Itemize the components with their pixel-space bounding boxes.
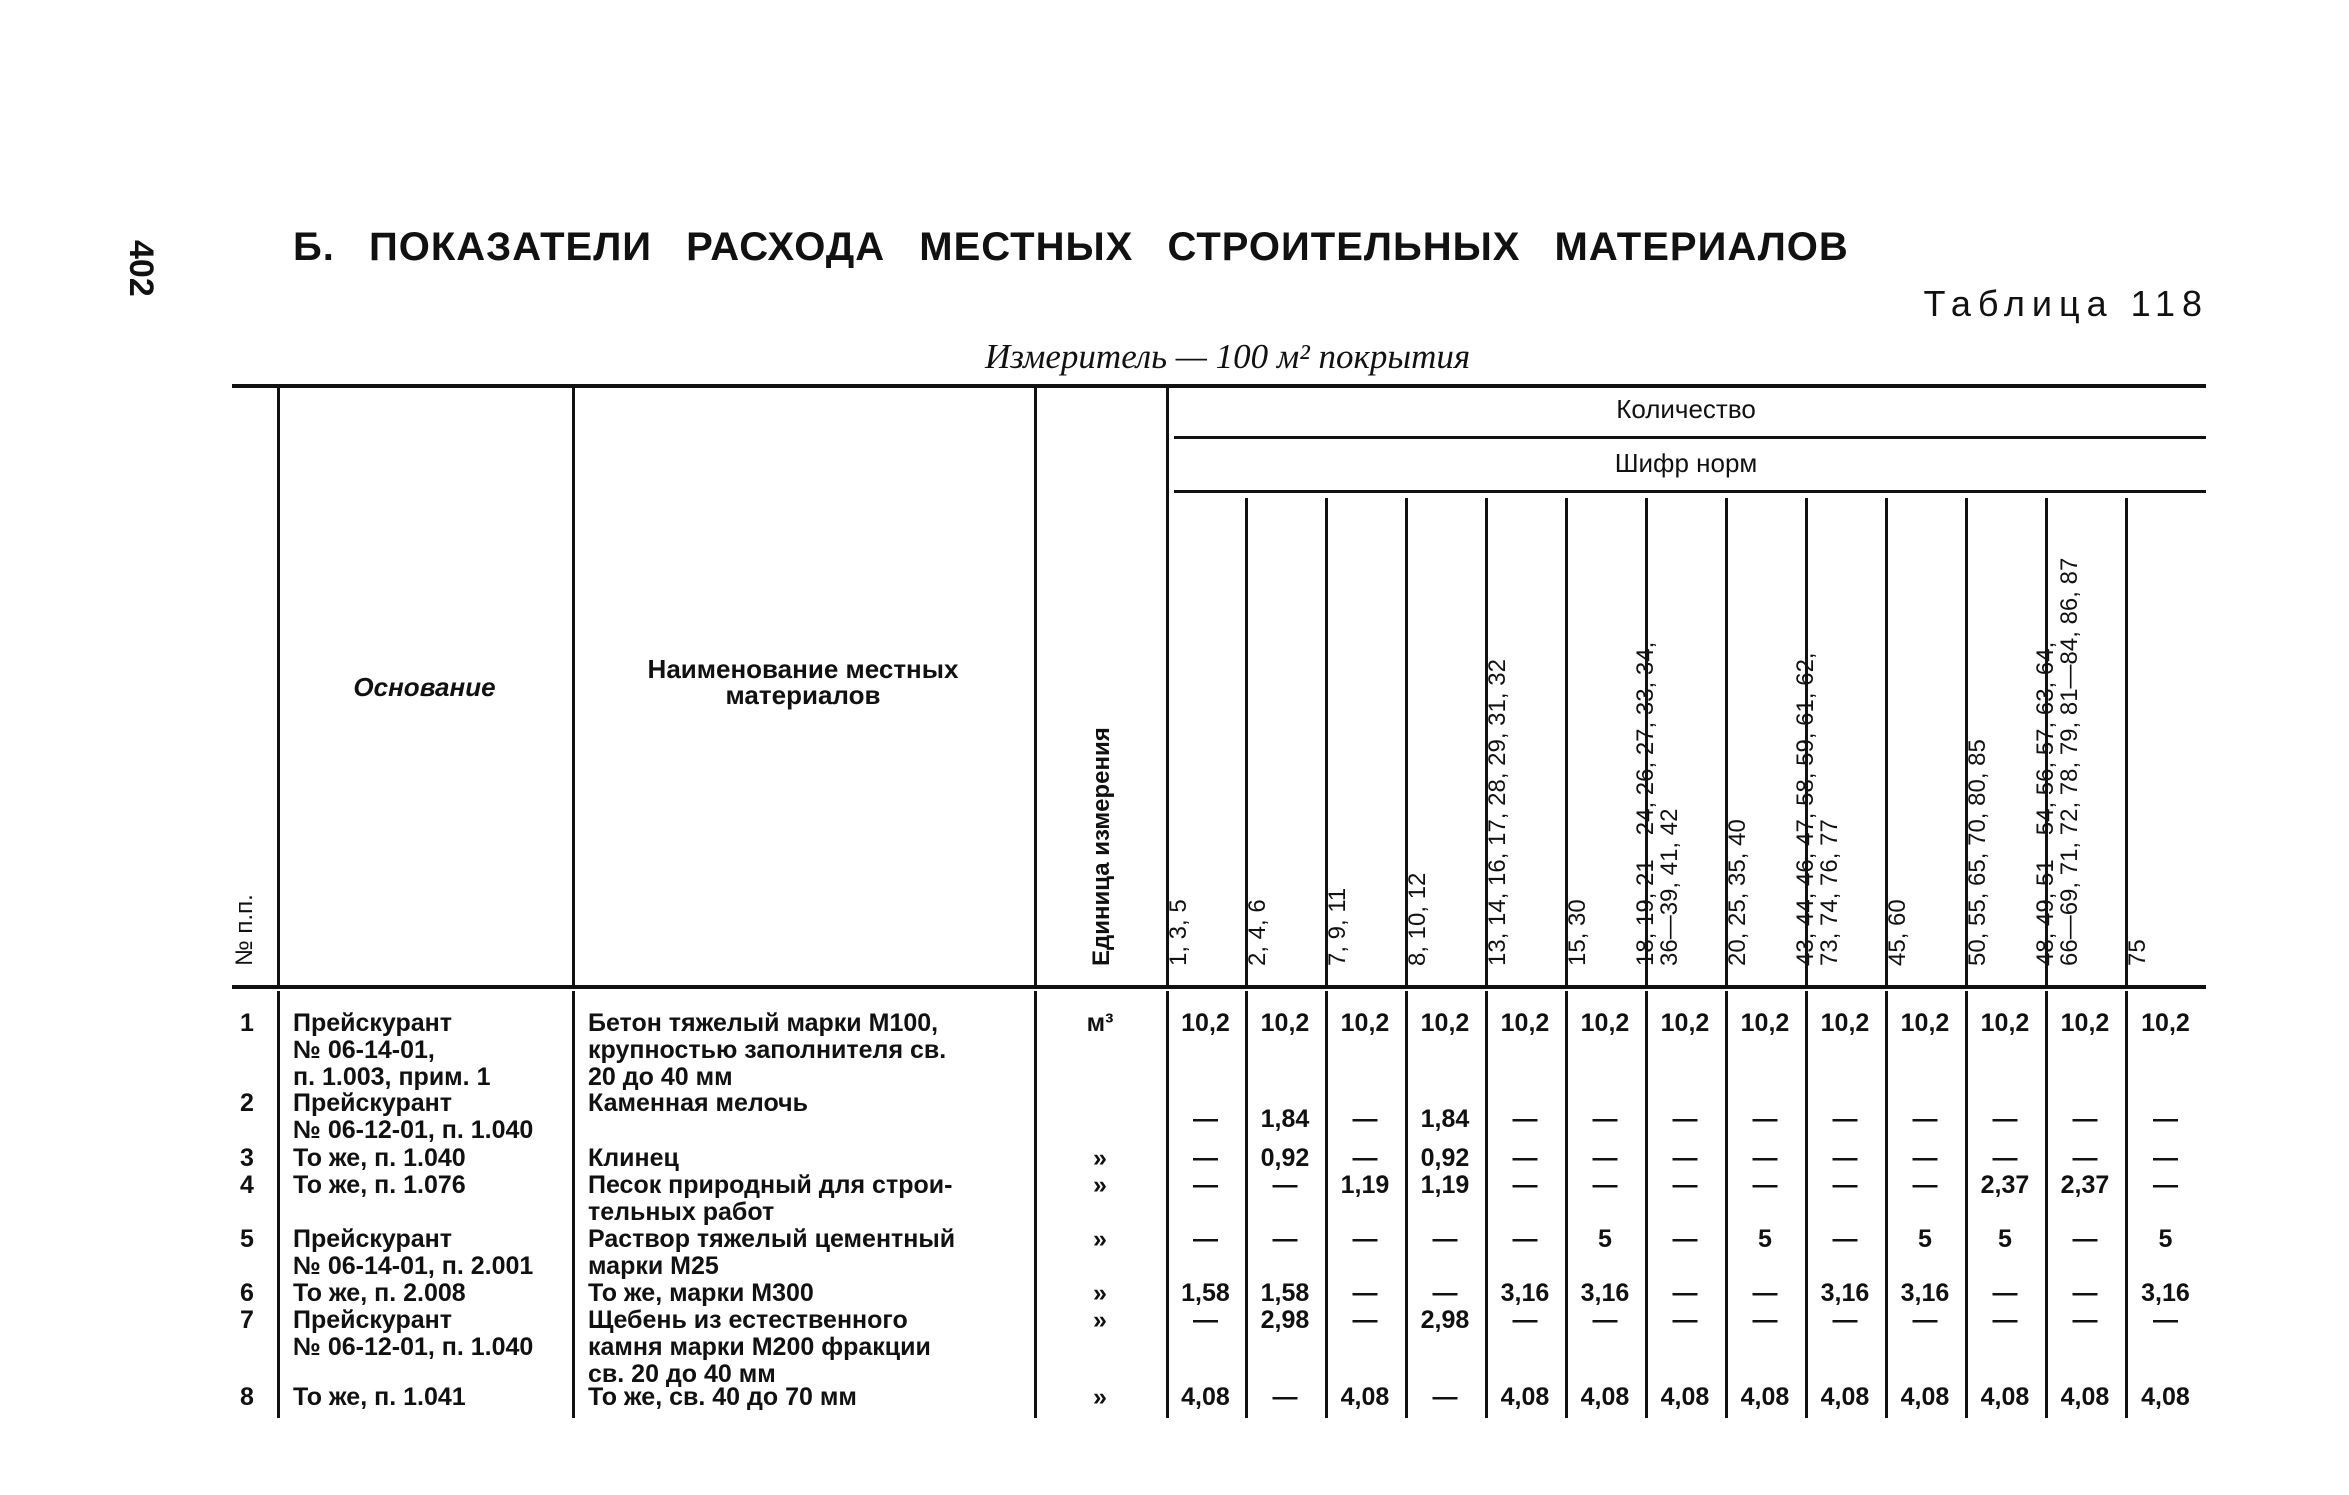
header-num: № п.п. [231,894,258,966]
page-number: 402 [122,240,160,297]
row-value: — [1512,1306,1538,1334]
row-material-name: Каменная мелочь [588,1089,808,1117]
row-value: 0,92 [1260,1144,1310,1172]
row-material-name: Песок природный для строи- [588,1171,953,1199]
header-cipher: Шифр норм [1614,448,1758,478]
row-value: — [1432,1383,1458,1411]
body-divider [1485,991,1488,1418]
row-material-name: Клинец [588,1144,679,1172]
row-value: 5 [2158,1225,2173,1253]
body-divider [1166,991,1169,1418]
table-top-rule [232,384,2206,388]
cipher-column-label: 13, 14, 16, 17, 28, 29, 31, 32 [1484,659,1511,966]
row-value: — [1752,1144,1778,1172]
row-value: — [1512,1171,1538,1199]
quantity-rule [1174,436,2206,439]
row-value: 10,2 [2060,1009,2110,1037]
row-material-name: марки М25 [588,1252,719,1280]
body-divider [1565,991,1568,1418]
row-value: — [1992,1144,2018,1172]
row-value: — [1912,1306,1938,1334]
row-value: — [1352,1306,1378,1334]
cipher-column-label: 75 [2124,939,2151,966]
row-value: — [1912,1171,1938,1199]
row-material-name: св. 20 до 40 мм [588,1360,776,1388]
row-value: — [1752,1105,1778,1133]
row-value: 3,16 [1580,1279,1630,1307]
row-number: 5 [240,1225,254,1253]
row-value: — [2153,1171,2178,1199]
header-quantity: Количество [1616,394,1756,424]
body-divider [1885,991,1888,1418]
row-value: 5 [1918,1225,1932,1253]
row-value: 10,2 [1580,1009,1630,1037]
row-basis: То же, п. 2.008 [293,1279,466,1307]
row-number: 2 [240,1089,254,1117]
row-number: 4 [240,1171,254,1199]
row-value: 1,58 [1181,1279,1230,1307]
row-material-name: камня марки М200 фракции [588,1333,931,1361]
row-value: — [2072,1144,2098,1172]
row-value: 3,16 [1820,1279,1870,1307]
cipher-column-label: 36—39, 41, 42 [1656,808,1683,966]
body-divider [572,991,575,1418]
row-value: — [1992,1306,2018,1334]
row-value: 3,16 [1900,1279,1950,1307]
row-value: — [2072,1105,2098,1133]
table-number: Таблица 118 [1923,283,2209,324]
row-value: — [2153,1105,2178,1133]
row-material-name: Раствор тяжелый цементный [588,1225,956,1253]
row-number: 8 [240,1383,254,1411]
row-value: — [1832,1144,1858,1172]
row-value: 10,2 [1181,1009,1230,1037]
header-bottom-rule [232,985,2206,989]
row-value: — [1193,1171,1218,1199]
row-value: — [2072,1225,2098,1253]
row-basis: Прейскурант [293,1009,453,1037]
row-number: 6 [240,1279,254,1307]
body-divider [1325,991,1328,1418]
row-value: — [1672,1225,1698,1253]
row-value: — [2072,1279,2098,1307]
row-value: 1,58 [1260,1279,1310,1307]
row-value: — [1672,1144,1698,1172]
cipher-column-label: 15, 30 [1564,899,1591,966]
row-value: — [1832,1306,1858,1334]
row-value: — [1752,1279,1778,1307]
row-value: 5 [1598,1225,1612,1253]
row-material-name: тельных работ [588,1198,775,1226]
row-basis: Прейскурант [293,1225,453,1253]
row-value: — [1752,1306,1778,1334]
row-value: — [1912,1105,1938,1133]
row-value: 4,08 [1980,1383,2030,1411]
row-value: — [1512,1105,1538,1133]
row-value: — [1592,1105,1618,1133]
row-value: 10,2 [1340,1009,1390,1037]
row-material-name: То же, марки М300 [588,1279,814,1307]
row-number: 1 [240,1009,254,1037]
row-value: — [1832,1171,1858,1199]
row-value: 4,08 [1340,1383,1390,1411]
row-value: 1,19 [1420,1171,1470,1199]
row-value: 1,19 [1340,1171,1390,1199]
row-basis: То же, п. 1.076 [293,1171,466,1199]
row-value: 2,98 [1260,1306,1310,1334]
row-value: — [1672,1171,1698,1199]
cipher-column-label: 43, 44, 46, 47, 58, 59, 61, 62, [1792,652,1819,966]
row-basis: п. 1.003, прим. 1 [293,1063,491,1091]
row-number: 7 [240,1306,254,1334]
body-divider [1805,991,1808,1418]
row-value: 10,2 [1740,1009,1790,1037]
row-material-name: 20 до 40 мм [588,1063,733,1091]
row-value: — [1272,1383,1298,1411]
row-value: 3,16 [2141,1279,2190,1307]
section-title: Б. ПОКАЗАТЕЛИ РАСХОДА МЕСТНЫХ СТРОИТЕЛЬНЫХ МАТЕРИАЛОВ [293,225,1849,269]
row-value: — [1352,1225,1378,1253]
row-value: — [1352,1144,1378,1172]
row-value: 2,37 [1980,1171,2030,1199]
body-divider [1034,991,1037,1418]
header-unit: Единица измерения [1088,727,1115,966]
cipher-column-label: 18, 19, 21—24, 26, 27, 33, 34, [1632,641,1659,966]
row-material-name: Бетон тяжелый марки М100, [588,1009,939,1037]
body-divider [1405,991,1408,1418]
row-value: — [1992,1105,2018,1133]
row-number: 3 [240,1144,254,1172]
cipher-divider [2125,498,2128,985]
row-value: 4,08 [2060,1383,2110,1411]
row-value: 10,2 [1820,1009,1870,1037]
row-value: — [1193,1306,1218,1334]
row-value: 4,08 [1820,1383,1870,1411]
row-basis: Прейскурант [293,1306,453,1334]
row-value: — [1432,1225,1458,1253]
row-value: 10,2 [2141,1009,2190,1037]
cipher-rule [1174,490,2206,493]
row-basis: Прейскурант [293,1089,453,1117]
cipher-column-label: 45, 60 [1884,899,1911,966]
row-value: — [2072,1306,2098,1334]
row-value: 2,98 [1420,1306,1470,1334]
row-value: — [1592,1144,1618,1172]
cipher-column-label: 66—69, 71, 72, 78, 79, 81—84, 86, 87 [2056,557,2083,966]
body-divider [2045,991,2048,1418]
row-value: — [1672,1306,1698,1334]
row-unit: » [1093,1144,1107,1172]
row-value: 10,2 [1500,1009,1550,1037]
row-value: — [1752,1171,1778,1199]
row-value: — [1832,1105,1858,1133]
cipher-column-label: 20, 25, 35, 40 [1724,819,1751,966]
row-unit: » [1093,1171,1107,1199]
row-value: — [1272,1171,1298,1199]
body-divider [1965,991,1968,1418]
row-value: 4,08 [1740,1383,1790,1411]
row-value: — [1272,1225,1298,1253]
row-value: 4,08 [2141,1383,2190,1411]
row-unit: м³ [1086,1009,1114,1037]
cipher-column-label: 48, 49, 51—54, 56, 57, 63, 64, [2032,641,2059,966]
row-value: 10,2 [1420,1009,1470,1037]
row-unit: » [1093,1225,1107,1253]
row-value: 10,2 [1900,1009,1950,1037]
row-value: — [2153,1144,2178,1172]
cipher-column-label: 1, 3, 5 [1165,899,1192,966]
row-value: — [1992,1279,2018,1307]
row-basis: № 06-14-01, п. 2.001 [293,1252,534,1280]
row-basis: То же, п. 1.040 [293,1144,466,1172]
row-value: 4,08 [1500,1383,1550,1411]
row-value: — [1193,1105,1218,1133]
row-basis: № 06-12-01, п. 1.040 [293,1333,534,1361]
row-value: — [1592,1306,1618,1334]
row-value: 10,2 [1660,1009,1710,1037]
header-basis: Основание [353,672,496,702]
row-value: — [2153,1306,2178,1334]
cipher-column-label: 8, 10, 12 [1404,872,1431,966]
row-value: — [1193,1225,1218,1253]
cipher-column-label: 7, 9, 11 [1324,887,1351,966]
cipher-column-label: 2, 4, 6 [1244,899,1271,966]
row-basis: То же, п. 1.041 [293,1383,466,1411]
row-value: 4,08 [1580,1383,1630,1411]
row-value: — [1912,1144,1938,1172]
cipher-column-label: 73, 74, 76, 77 [1816,819,1843,966]
body-divider [277,991,280,1418]
header-divider [1034,388,1037,985]
row-material-name: То же, св. 40 до 70 мм [588,1383,857,1411]
row-unit: » [1093,1383,1107,1411]
row-value: 10,2 [1980,1009,2030,1037]
body-divider [2125,991,2128,1418]
row-value: 1,84 [1420,1105,1470,1133]
row-value: — [1672,1279,1698,1307]
row-value: — [1512,1225,1538,1253]
row-value: — [1832,1225,1858,1253]
row-value: — [1352,1105,1378,1133]
body-divider [1645,991,1648,1418]
row-value: 5 [1758,1225,1772,1253]
row-material-name: Щебень из естественного [588,1306,908,1334]
row-value: 4,08 [1660,1383,1710,1411]
row-value: 5 [1998,1225,2012,1253]
header-divider [572,388,575,985]
row-basis: № 06-12-01, п. 1.040 [293,1116,534,1144]
body-divider [1245,991,1248,1418]
cipher-column-label: 50, 55, 65, 70, 80, 85 [1964,739,1991,966]
row-unit: » [1093,1279,1107,1307]
row-value: — [1592,1171,1618,1199]
row-value: — [1352,1279,1378,1307]
row-value: — [1512,1144,1538,1172]
row-value: 0,92 [1420,1144,1470,1172]
row-basis: № 06-14-01, [293,1036,435,1064]
measure-caption: Измеритель — 100 м² покрытия [985,337,1471,376]
row-value: — [1193,1144,1218,1172]
row-unit: » [1093,1306,1107,1334]
row-value: 2,37 [2060,1171,2110,1199]
row-value: 3,16 [1500,1279,1550,1307]
row-value: 1,84 [1260,1105,1310,1133]
row-value: — [1432,1279,1458,1307]
row-value: 4,08 [1900,1383,1950,1411]
row-value: 4,08 [1181,1383,1230,1411]
body-divider [1725,991,1728,1418]
header-name: Наименование местных материалов [647,654,959,710]
row-value: 10,2 [1260,1009,1310,1037]
row-value: — [1672,1105,1698,1133]
row-material-name: крупностью заполнителя св. [588,1036,947,1064]
